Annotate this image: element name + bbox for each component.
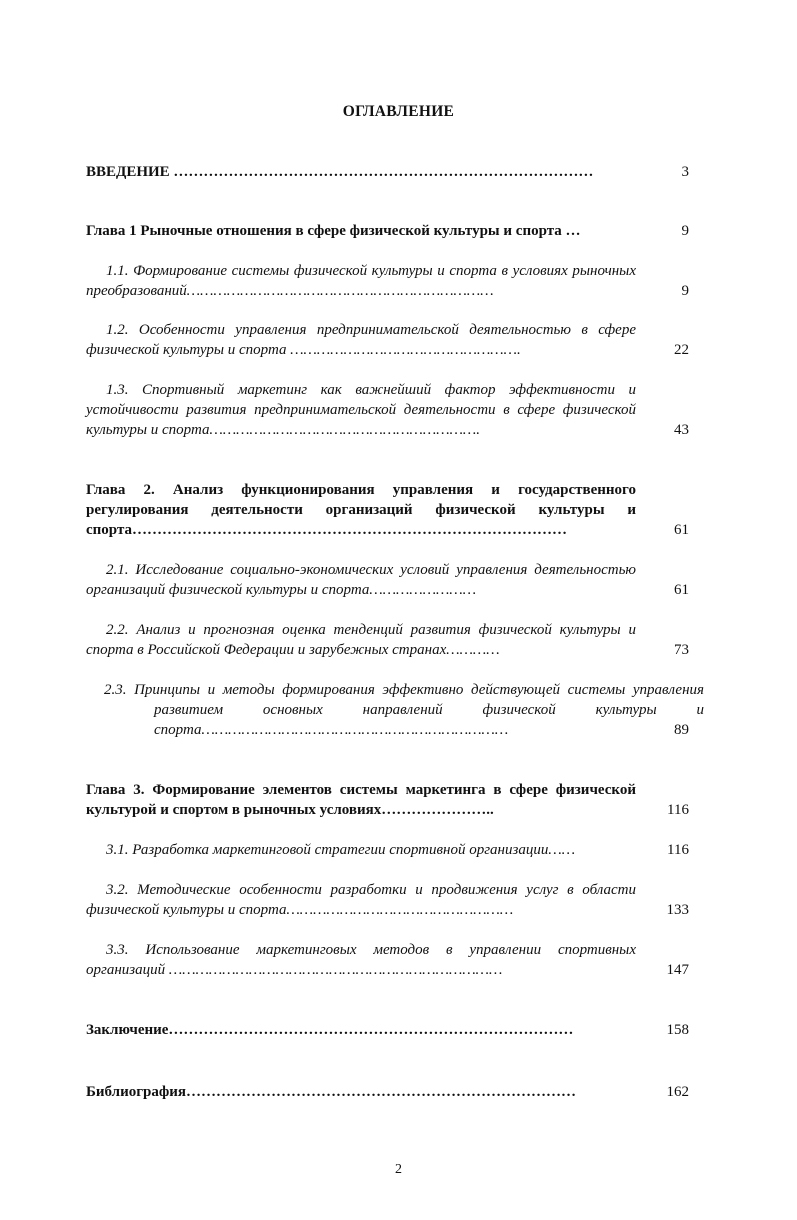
- toc-entry-chapter-3: [86, 780, 636, 820]
- toc-entry-introduction: [86, 162, 636, 182]
- toc-entry-text: Глава 1 Рыночные отношения в сфере физической культуры и спорта …: [86, 223, 581, 239]
- toc-entry-text: ВВЕДЕНИЕ …………………………………………………………………………: [86, 164, 594, 180]
- toc-entry-text: 2.3. Принципы и методы формирования эффективно действующей системы управления развитием основных направлений физической культуры и спорта……………………………………………………………: [104, 682, 704, 738]
- toc-entry-page: 9: [681, 283, 689, 299]
- page-number: 2: [395, 1162, 402, 1177]
- toc-entry-text: 3.1. Разработка маркетинговой стратегии спортивной организации……: [106, 842, 576, 858]
- toc-entry-page: 3: [681, 164, 689, 180]
- toc-entry-section-2-2: [86, 620, 636, 660]
- toc-entry-text: Глава 2. Анализ функционирования управления и государственного регулирования деятельности организаций физической культуры и спорта……………………………………………………………………………: [86, 482, 636, 538]
- toc-entry-section-1-1: [86, 261, 636, 301]
- toc-entry-text: 3.2. Методические особенности разработки и продвижения услуг в области физической культуры и спорта……………………………………………: [86, 882, 636, 918]
- toc-entry-section-3-1: [86, 840, 636, 860]
- toc-entry-section-3-3: [86, 940, 636, 980]
- toc-entry-page: 147: [666, 962, 689, 978]
- toc-entry-page: 61: [674, 582, 689, 598]
- toc-entry-text: 1.1. Формирование системы физической культуры и спорта в условиях рыночных преобразований……………………………………………………………: [86, 263, 636, 299]
- toc-entry-text: Заключение………………………………………………………………………: [86, 1022, 574, 1038]
- toc-title: ОГЛАВЛЕНИЕ: [342, 103, 455, 120]
- toc-entry-page: 61: [674, 522, 689, 538]
- toc-entry-text: Глава 3. Формирование элементов системы маркетинга в сфере физической культурой и спортом в рыночных условиях…………………..: [86, 782, 636, 818]
- toc-entry-text: Библиография……………………………………………………………………: [86, 1084, 577, 1100]
- toc-entry-chapter-1: [86, 221, 636, 241]
- toc-entry-section-2-3: [86, 680, 704, 740]
- toc-entry-page: 116: [667, 842, 689, 858]
- toc-entry-section-2-1: [86, 560, 636, 600]
- toc-entry-page: 43: [674, 422, 689, 438]
- toc-entry-page: 116: [667, 802, 689, 818]
- toc-entry-section-3-2: [86, 880, 636, 920]
- toc-entry-page: 133: [666, 902, 689, 918]
- toc-entry-chapter-2: [86, 480, 636, 540]
- toc-entry-text: 2.1. Исследование социально-экономических условий управления деятельностью организаций физической культуры и спорта……………………: [86, 562, 636, 598]
- toc-entry-page: 73: [674, 642, 689, 658]
- toc-entry-text: 2.2. Анализ и прогнозная оценка тенденций развития физической культуры и спорта в Российской Федерации и зарубежных странах…………: [86, 622, 636, 658]
- toc-entry-page: 22: [674, 342, 689, 358]
- toc-entry-section-1-2: [86, 320, 636, 360]
- toc-entry-bibliography: [86, 1082, 636, 1102]
- toc-entry-page: 162: [666, 1084, 689, 1100]
- toc-entry-text: 3.3. Использование маркетинговых методов в управлении спортивных организаций …………………………………………………………………: [86, 942, 636, 978]
- toc-entry-text: 1.3. Спортивный маркетинг как важнейший фактор эффективности и устойчивости развития предпринимательской деятельности в сфере физической культуры и спорта…………………………………………………….: [86, 382, 636, 438]
- toc-entry-page: 158: [666, 1022, 689, 1038]
- toc-entry-conclusion: [86, 1020, 636, 1040]
- toc-entry-page: 89: [674, 722, 689, 738]
- toc-entry-text: 1.2. Особенности управления предпринимательской деятельностью в сфере физической культуры и спорта …………………………………………….: [86, 322, 636, 358]
- toc-entry-section-1-3: [86, 380, 636, 440]
- toc-entry-page: 9: [681, 223, 689, 239]
